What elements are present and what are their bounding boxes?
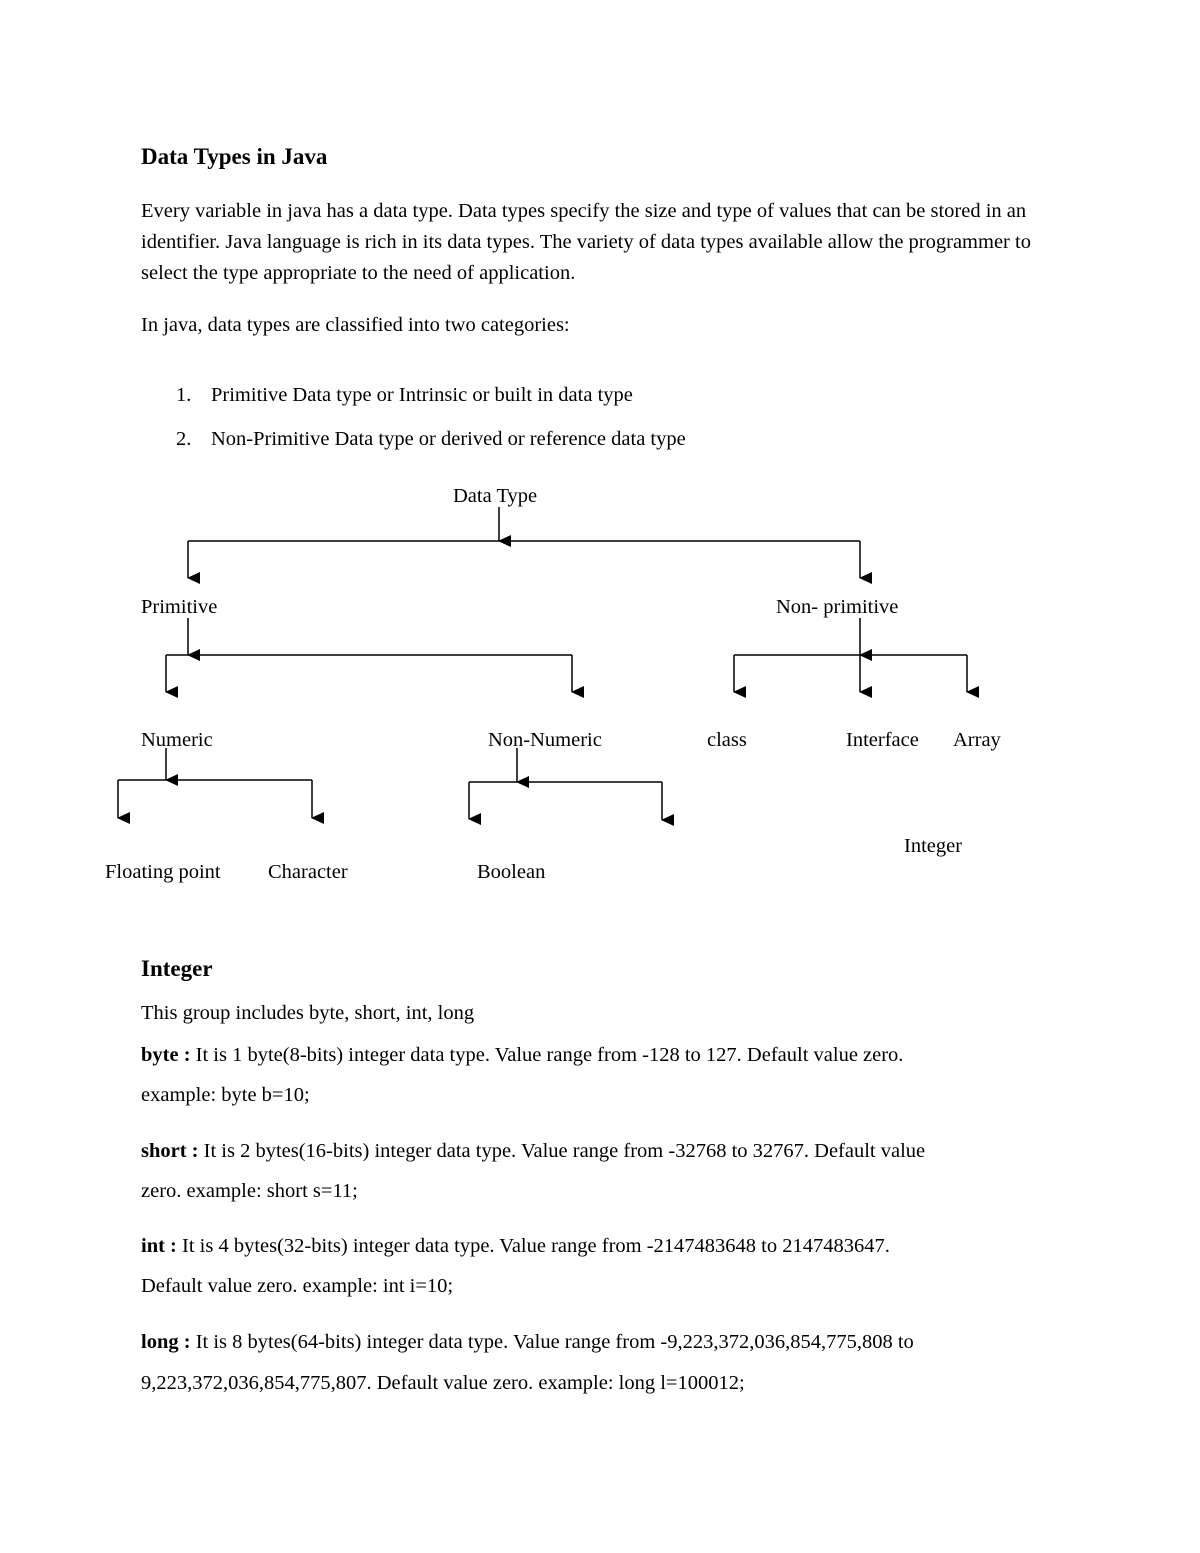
intro-paragraph: Every variable in java has a data type. Data types specify the size and type of values that can be stored in an identifier. Java language is rich in its data types. The variety of data types available allow the programmer to select the type appropriate to the need of application. <box>141 200 1031 284</box>
list-number: 1. <box>176 384 192 406</box>
type-description: It is 8 bytes(64-bits) integer data type. Value range from -9,223,372,036,854,775,808 to <box>190 1331 914 1353</box>
classification-paragraph: In java, data types are classified into two categories: <box>141 314 570 336</box>
diagram-node-boolean: Boolean <box>477 861 546 883</box>
integer-section-heading: Integer <box>141 956 213 981</box>
diagram-node-array: Array <box>953 729 1001 751</box>
diagram-node-integer: Integer <box>904 835 963 857</box>
integer-section-intro: This group includes byte, short, int, long <box>141 1002 475 1024</box>
diagram-node-character: Character <box>268 861 348 883</box>
integer-type-int-example: Default value zero. example: int i=10; <box>141 1275 454 1297</box>
diagram-node-interface: Interface <box>846 729 919 751</box>
integer-type-long-example: 9,223,372,036,854,775,807. Default value zero. example: long l=100012; <box>141 1372 745 1394</box>
type-name: int : <box>141 1235 177 1257</box>
integer-type-int <box>141 1231 890 1262</box>
type-description: It is 4 bytes(32-bits) integer data type. Value range from -2147483648 to 2147483647. <box>176 1235 890 1257</box>
type-name: long : <box>141 1331 191 1353</box>
page-title: Data Types in Java <box>141 144 328 169</box>
diagram-node-non-primitive: Non- primitive <box>776 596 899 618</box>
list-text: Non-Primitive Data type or derived or reference data type <box>211 428 686 450</box>
type-description: It is 2 bytes(16-bits) integer data type. Value range from -32768 to 32767. Default value <box>198 1140 926 1162</box>
integer-type-long <box>141 1327 914 1358</box>
list-number: 2. <box>176 428 192 450</box>
diagram-node-class: class <box>707 729 747 751</box>
type-name: short : <box>141 1140 199 1162</box>
diagram-node-data-type: Data Type <box>453 485 538 507</box>
integer-type-byte <box>141 1040 903 1071</box>
diagram-node-floating-point: Floating point <box>105 861 221 883</box>
diagram-node-non-numeric: Non-Numeric <box>488 729 602 751</box>
type-name: byte : <box>141 1044 191 1066</box>
diagram-node-numeric: Numeric <box>141 729 213 751</box>
diagram-node-primitive: Primitive <box>141 596 218 618</box>
list-text: Primitive Data type or Intrinsic or built in data type <box>211 384 633 406</box>
integer-type-short <box>141 1136 925 1167</box>
integer-type-byte-example: example: byte b=10; <box>141 1084 310 1106</box>
type-description: It is 1 byte(8-bits) integer data type. Value range from -128 to 127. Default value zero. <box>190 1044 904 1066</box>
integer-type-short-example: zero. example: short s=11; <box>141 1180 358 1202</box>
